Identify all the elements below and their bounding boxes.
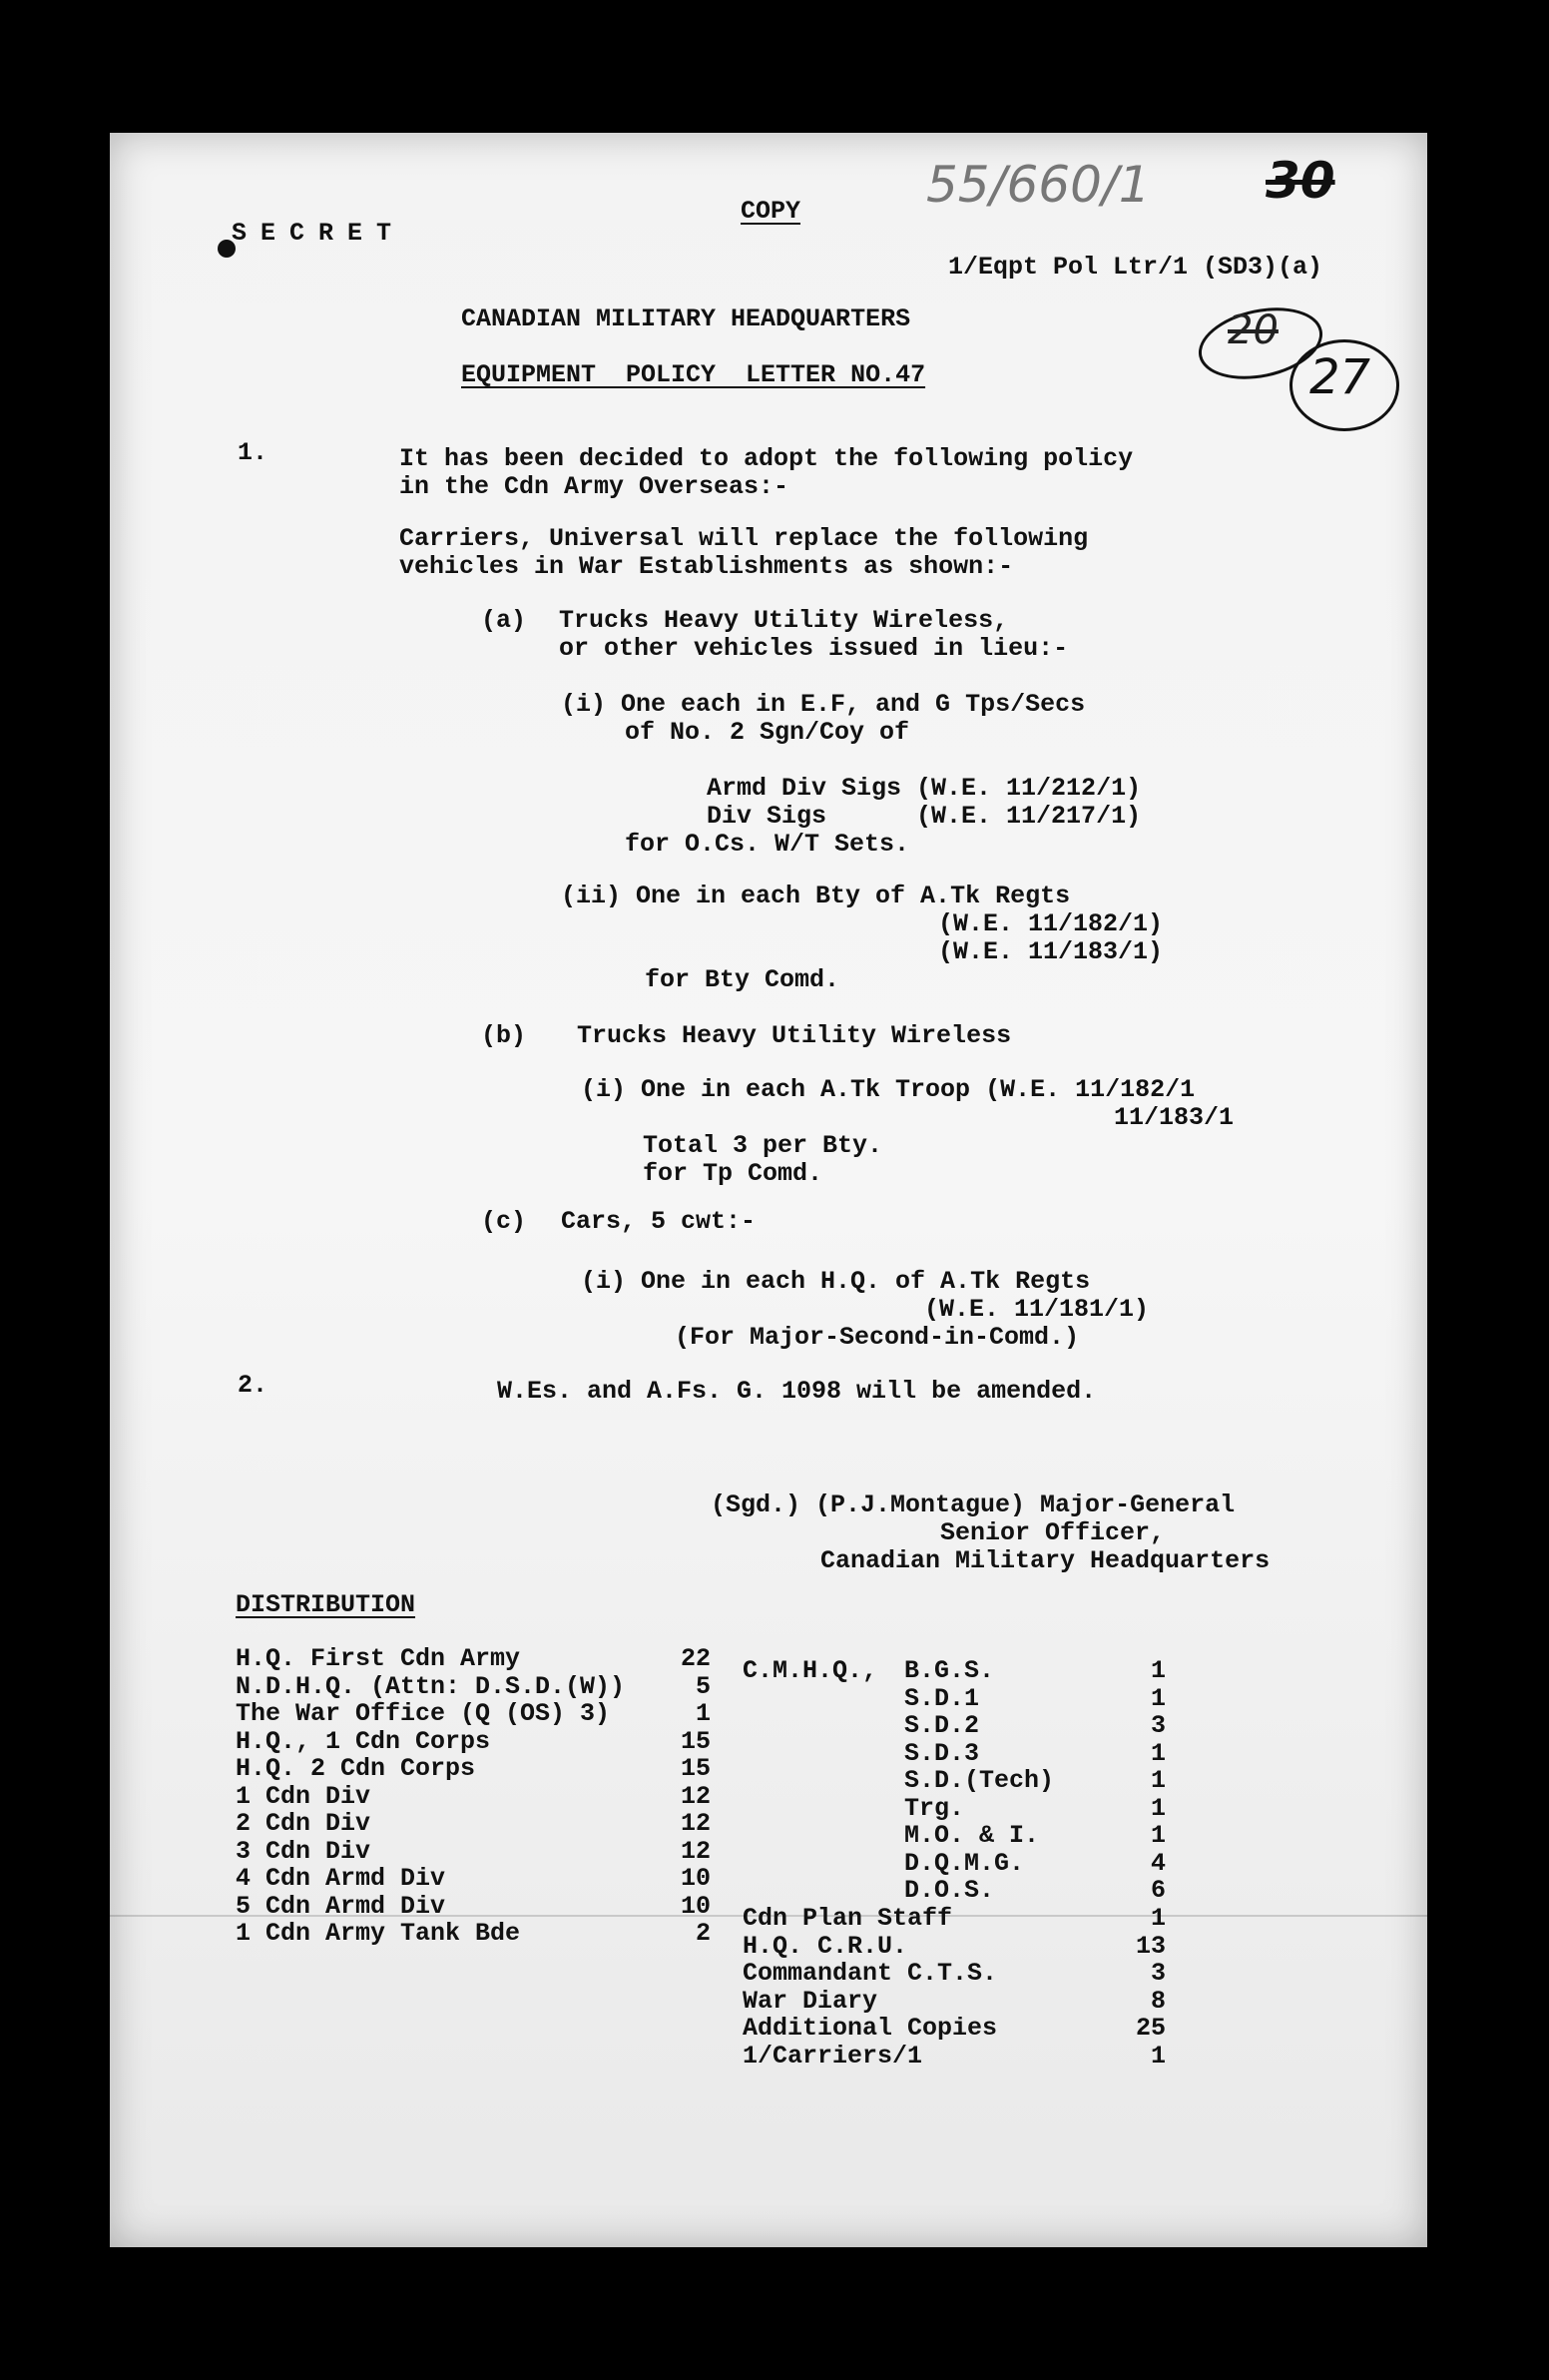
item-a-ii-line-4: for Bty Comd. bbox=[645, 965, 840, 994]
distribution-left-entry-qty: 12 bbox=[680, 1836, 711, 1866]
distribution-cmhq-entry-name: D.Q.M.G. bbox=[904, 1848, 1025, 1878]
file-reference: 1/Eqpt Pol Ltr/1 (SD3)(a) bbox=[948, 253, 1323, 282]
item-c-i-line-3: (For Major-Second-in-Comd.) bbox=[675, 1323, 1080, 1352]
copy-label: COPY bbox=[741, 197, 801, 226]
distribution-cmhq-entry-name: S.D.3 bbox=[904, 1738, 980, 1768]
distribution-left-entry-name: 5 Cdn Armd Div bbox=[236, 1891, 446, 1921]
distribution-left-entry-qty: 12 bbox=[680, 1809, 711, 1838]
item-a-ii-line-3: (W.E. 11/183/1) bbox=[938, 937, 1164, 966]
item-c-i-line-1: (i) One in each H.Q. of A.Tk Regts bbox=[581, 1267, 1091, 1296]
distribution-cmhq-entry-qty: 1 bbox=[1150, 1821, 1166, 1850]
para-2-number: 2. bbox=[238, 1371, 268, 1400]
distribution-left-entry-name: H.Q., 1 Cdn Corps bbox=[236, 1726, 491, 1756]
distribution-cmhq-entry-qty: 1 bbox=[1150, 1656, 1166, 1685]
letter-title: EQUIPMENT POLICY LETTER NO.47 bbox=[461, 360, 926, 389]
cmhq-label: C.M.H.Q., bbox=[743, 1656, 878, 1685]
distribution-cmhq-entry-name: Trg. bbox=[904, 1793, 965, 1823]
item-b-i-line-1: (i) One in each A.Tk Troop (W.E. 11/182/1 bbox=[581, 1075, 1196, 1104]
distribution-cmhq-entry-qty: 1 bbox=[1150, 1793, 1166, 1823]
distribution-left-entry-name: 3 Cdn Div bbox=[236, 1836, 371, 1866]
item-c-line-1: Cars, 5 cwt:- bbox=[561, 1207, 757, 1236]
item-a-i-line-2: of No. 2 Sgn/Coy of bbox=[625, 718, 910, 747]
distribution-cmhq-entry-name: S.D.2 bbox=[904, 1711, 980, 1740]
distribution-left-entry-qty: 15 bbox=[680, 1726, 711, 1756]
distribution-right-entry-name: 1/Carriers/1 bbox=[743, 2041, 923, 2071]
para-1-line-1: It has been decided to adopt the following policy bbox=[399, 444, 1134, 473]
distribution-right-entry-name: Commandant C.T.S. bbox=[743, 1959, 998, 1988]
distribution-right-entry-name: War Diary bbox=[743, 1986, 878, 2016]
distribution-right-entry-qty: 1 bbox=[1150, 1904, 1166, 1933]
distribution-left-entry-name: 2 Cdn Div bbox=[236, 1809, 371, 1838]
distribution-left-entry-name: H.Q. First Cdn Army bbox=[236, 1644, 521, 1673]
organization-title: CANADIAN MILITARY HEADQUARTERS bbox=[461, 304, 911, 333]
item-a-i-line-3: Armd Div Sigs (W.E. 11/212/1) bbox=[707, 774, 1142, 803]
distribution-cmhq-entry-name: D.O.S. bbox=[904, 1876, 995, 1905]
distribution-left-entry-name: 4 Cdn Armd Div bbox=[236, 1864, 446, 1893]
item-b-i-line-2: 11/183/1 bbox=[1114, 1103, 1235, 1132]
para-1-number: 1. bbox=[238, 438, 268, 467]
item-b-label: (b) bbox=[481, 1021, 527, 1050]
distribution-cmhq-entry-qty: 3 bbox=[1150, 1711, 1166, 1740]
item-c-i-line-2: (W.E. 11/181/1) bbox=[924, 1295, 1150, 1324]
distribution-cmhq-entry-qty: 4 bbox=[1150, 1848, 1166, 1878]
distribution-left-entry-qty: 10 bbox=[680, 1864, 711, 1893]
handwritten-page-number: 30 bbox=[1266, 152, 1335, 210]
para-1-line-2: in the Cdn Army Overseas:- bbox=[399, 472, 789, 501]
distribution-left-entry-qty: 2 bbox=[695, 1919, 711, 1948]
distribution-left-entry-name: 1 Cdn Army Tank Bde bbox=[236, 1919, 521, 1948]
item-b-i-line-4: for Tp Comd. bbox=[643, 1159, 823, 1188]
para-2-text: W.Es. and A.Fs. G. 1098 will be amended. bbox=[497, 1377, 1097, 1406]
distribution-right-entry-qty: 8 bbox=[1150, 1986, 1166, 2016]
signature-line-2: Senior Officer, bbox=[940, 1518, 1166, 1547]
item-a-ii-line-1: (ii) One in each Bty of A.Tk Regts bbox=[561, 882, 1071, 910]
circled-number-struck-text: 20 bbox=[1228, 307, 1279, 353]
item-c-label: (c) bbox=[481, 1207, 527, 1236]
distribution-right-entry-name: Cdn Plan Staff bbox=[743, 1904, 953, 1933]
distribution-left-entry-qty: 1 bbox=[695, 1699, 711, 1728]
distribution-right-entry-qty: 3 bbox=[1150, 1959, 1166, 1988]
distribution-cmhq-entry-qty: 1 bbox=[1150, 1738, 1166, 1768]
distribution-left-entry-name: N.D.H.Q. (Attn: D.S.D.(W)) bbox=[236, 1671, 626, 1701]
item-b-i-line-3: Total 3 per Bty. bbox=[643, 1131, 883, 1160]
para-1-line-4: vehicles in War Establishments as shown:- bbox=[399, 552, 1014, 581]
item-a-i-line-1: (i) One each in E.F, and G Tps/Secs bbox=[561, 690, 1086, 719]
distribution-cmhq-entry-name: M.O. & I. bbox=[904, 1821, 1040, 1850]
item-a-i-line-5: for O.Cs. W/T Sets. bbox=[625, 830, 910, 859]
signature-line-3: Canadian Military Headquarters bbox=[820, 1546, 1271, 1575]
distribution-cmhq-entry-name: B.G.S. bbox=[904, 1656, 995, 1685]
classification-label: SECRET bbox=[232, 219, 406, 248]
distribution-left-entry-name: The War Office (Q (OS) 3) bbox=[236, 1699, 611, 1728]
item-a-line-2: or other vehicles issued in lieu:- bbox=[559, 634, 1069, 663]
distribution-cmhq-entry-name: S.D.1 bbox=[904, 1683, 980, 1713]
distribution-left-entry-qty: 5 bbox=[695, 1671, 711, 1701]
distribution-title: DISTRIBUTION bbox=[236, 1590, 416, 1619]
signature-line-1: (Sgd.) (P.J.Montague) Major-General bbox=[711, 1490, 1236, 1519]
item-a-ii-line-2: (W.E. 11/182/1) bbox=[938, 909, 1164, 938]
distribution-cmhq-entry-name: S.D.(Tech) bbox=[904, 1766, 1055, 1795]
distribution-right-entry-name: H.Q. C.R.U. bbox=[743, 1931, 908, 1961]
distribution-right-entry-qty: 25 bbox=[1135, 2014, 1166, 2043]
distribution-right-entry-qty: 1 bbox=[1150, 2041, 1166, 2071]
distribution-cmhq-entry-qty: 1 bbox=[1150, 1683, 1166, 1713]
item-a-label: (a) bbox=[481, 606, 527, 635]
handwritten-reference: 55/660/1 bbox=[926, 156, 1151, 214]
distribution-left-entry-qty: 12 bbox=[680, 1781, 711, 1811]
distribution-left-entry-qty: 10 bbox=[680, 1891, 711, 1921]
para-1-line-3: Carriers, Universal will replace the following bbox=[399, 524, 1089, 553]
distribution-cmhq-entry-qty: 6 bbox=[1150, 1876, 1166, 1905]
distribution-right-entry-qty: 13 bbox=[1135, 1931, 1166, 1961]
distribution-left-entry-qty: 22 bbox=[680, 1644, 711, 1673]
circled-page-number-text: 27 bbox=[1309, 349, 1371, 405]
distribution-left-entry-qty: 15 bbox=[680, 1754, 711, 1783]
distribution-cmhq-entry-qty: 1 bbox=[1150, 1766, 1166, 1795]
distribution-left-entry-name: H.Q. 2 Cdn Corps bbox=[236, 1754, 476, 1783]
item-b-line-1: Trucks Heavy Utility Wireless bbox=[577, 1021, 1012, 1050]
distribution-right-entry-name: Additional Copies bbox=[743, 2014, 998, 2043]
item-a-line-1: Trucks Heavy Utility Wireless, bbox=[559, 606, 1009, 635]
item-a-i-line-4: Div Sigs (W.E. 11/217/1) bbox=[707, 802, 1142, 831]
distribution-left-entry-name: 1 Cdn Div bbox=[236, 1781, 371, 1811]
